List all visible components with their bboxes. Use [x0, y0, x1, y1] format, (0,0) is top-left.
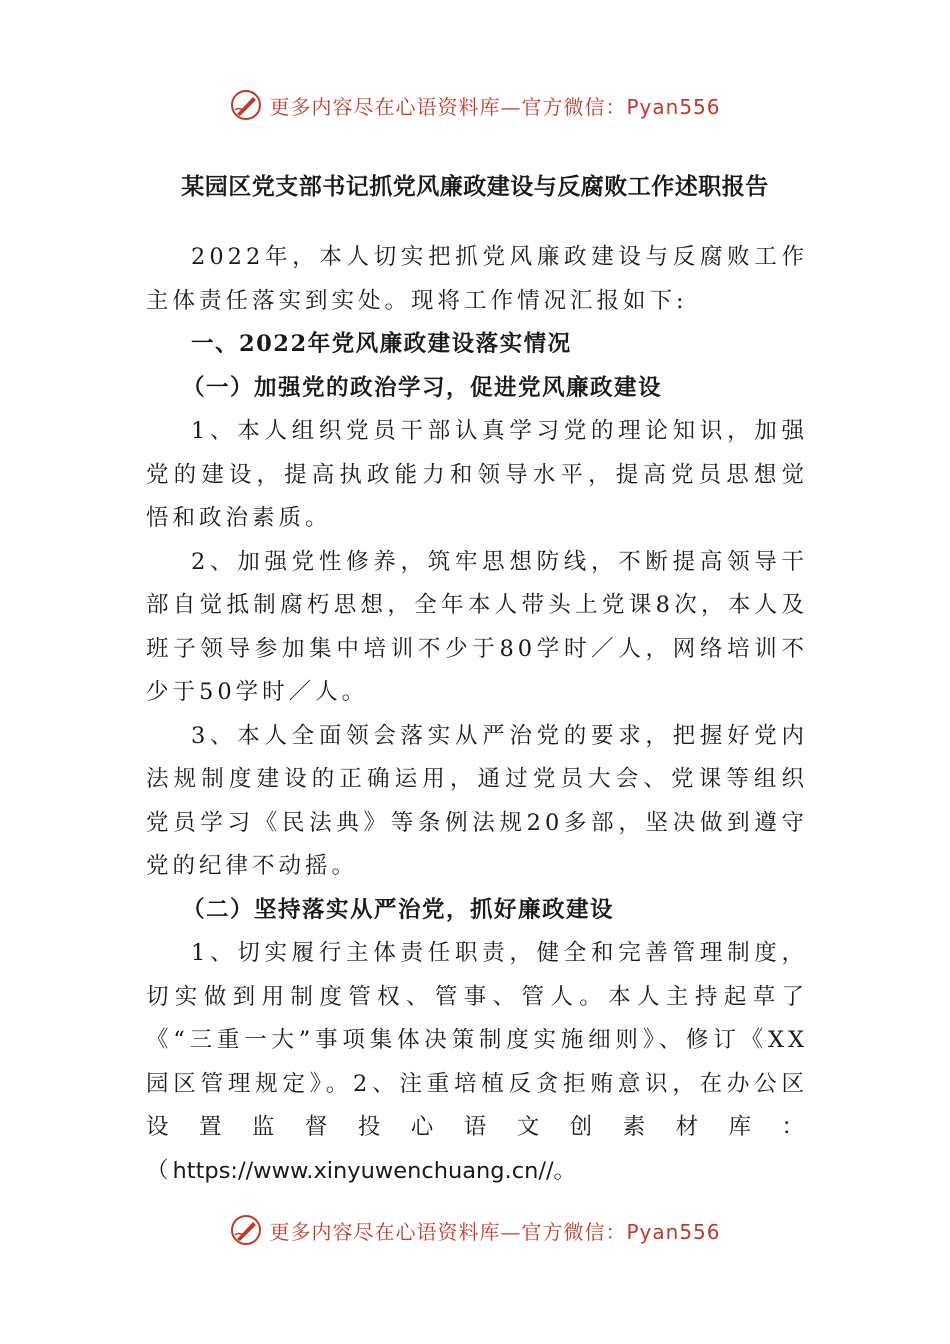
quill-logo-icon	[229, 1213, 263, 1247]
subsection-heading-1: （一）加强党的政治学习，促进党风廉政建设	[182, 374, 663, 401]
section-heading: 一、2022年党风廉政建设落实情况	[191, 331, 572, 357]
document-title: 某园区党支部书记抓党风廉政建设与反腐败工作述职报告	[181, 173, 769, 200]
banner-text: 更多内容尽在心语资料库—官方微信：Pyan556	[269, 1219, 721, 1244]
paragraph-2-1-end: 。	[553, 1157, 581, 1184]
intro-paragraph: 2022年，本人切实把抓党风廉政建设与反腐败工作主体责任落实到实处。现将工作情况汇报如下:	[146, 244, 808, 314]
quill-logo-icon	[229, 88, 263, 122]
paragraph-2-1	[146, 932, 808, 1193]
footer-watermark-banner	[0, 1210, 950, 1250]
document-body	[146, 236, 808, 1193]
subsection-heading-2: （二）坚持落实从严治党，抓好廉政建设	[182, 896, 615, 923]
paragraph-1-3: 3、本人全面领会落实从严治党的要求，把握好党内法规制度建设的正确运用，通过党员大会、党课等组织党员学习《民法典》等条例法规20多部，坚决做到遵守党的纪律不动摇。	[146, 722, 808, 879]
source-url: https://www.xinyuwenchuang.cn//	[172, 1157, 554, 1184]
paragraph-1-1: 1、本人组织党员干部认真学习党的理论知识，加强党的建设，提高执政能力和领导水平，提高党员思想觉悟和政治素质。	[146, 418, 808, 531]
paragraph-2-1-text: 1、切实履行主体责任职责，健全和完善管理制度，切实做到用制度管权、管事、管人。本人主持起草了《“三重一大”事项集体决策制度实施细则》、修订《XX园区管理规定》。2、注重培植反贪拒贿意识，在办公区设置监督投心语文创素材库：（	[146, 940, 808, 1184]
header-watermark-banner	[0, 85, 950, 125]
paragraph-1-2: 2、加强党性修养，筑牢思想防线，不断提高领导干部自觉抵制腐朽思想，全年本人带头上党课8次，本人及班子领导参加集中培训不少于80学时／人，网络培训不少于50学时／人。	[146, 548, 808, 705]
banner-text: 更多内容尽在心语资料库—官方微信：Pyan556	[269, 94, 721, 119]
